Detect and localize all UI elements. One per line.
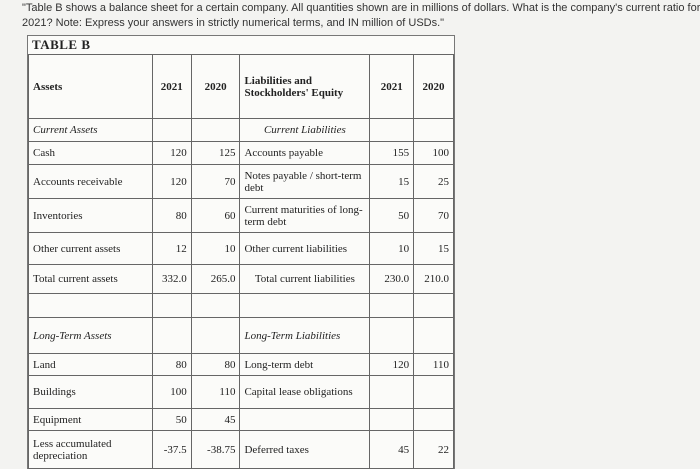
liability-2020 <box>414 376 454 409</box>
asset-2021: 80 <box>152 199 191 233</box>
liability-label: Accounts payable <box>240 142 370 165</box>
liability-2021 <box>370 409 414 431</box>
header-liab-2021: 2021 <box>370 55 414 119</box>
asset-label: Total current assets <box>29 265 153 294</box>
liability-2021: 45 <box>370 431 414 469</box>
liability-2020 <box>414 409 454 431</box>
asset-2020: 70 <box>191 165 240 199</box>
liability-2020: 15 <box>414 233 454 265</box>
asset-2021: 332.0 <box>152 265 191 294</box>
table-row-empty <box>29 294 454 318</box>
asset-2020 <box>191 318 240 354</box>
liability-label: Long-term debt <box>240 354 370 376</box>
asset-2021: -37.5 <box>152 431 191 469</box>
asset-2020: 45 <box>191 409 240 431</box>
question-line-2: 2021? Note: Express your answers in strictly numerical terms, and IN million of USDs." <box>22 17 445 29</box>
asset-2020 <box>191 294 240 318</box>
liability-2020: 210.0 <box>414 265 454 294</box>
liability-label <box>240 294 370 318</box>
asset-2021: 80 <box>152 354 191 376</box>
liability-2021: 120 <box>370 354 414 376</box>
liability-label: Current Liabilities <box>240 119 370 142</box>
liability-label: Current maturities of long-term debt <box>240 199 370 233</box>
liability-2021 <box>370 294 414 318</box>
asset-label: Equipment <box>29 409 153 431</box>
asset-2020: 10 <box>191 233 240 265</box>
table-row <box>29 165 454 199</box>
asset-label: Less accumulated depreciation <box>29 431 153 469</box>
asset-2021 <box>152 318 191 354</box>
asset-2020: 110 <box>191 376 240 409</box>
asset-2021 <box>152 294 191 318</box>
header-liab-2020: 2020 <box>414 55 454 119</box>
table-row <box>29 199 454 233</box>
liability-label: Deferred taxes <box>240 431 370 469</box>
table-row-total <box>29 265 454 294</box>
asset-2020: -38.75 <box>191 431 240 469</box>
table-row <box>29 119 454 142</box>
asset-2021: 100 <box>152 376 191 409</box>
liability-2021: 10 <box>370 233 414 265</box>
liability-label: Other current liabilities <box>240 233 370 265</box>
table-row <box>29 431 454 469</box>
liability-label: Total current liabilities <box>240 265 370 294</box>
table-row <box>29 318 454 354</box>
liability-2020: 70 <box>414 199 454 233</box>
asset-2021 <box>152 119 191 142</box>
asset-label: Other current assets <box>29 233 153 265</box>
asset-label: Buildings <box>29 376 153 409</box>
header-assets: Assets <box>29 55 153 119</box>
question-text <box>22 1 700 31</box>
liability-2020: 25 <box>414 165 454 199</box>
liability-2021: 15 <box>370 165 414 199</box>
asset-2020 <box>191 119 240 142</box>
asset-label: Cash <box>29 142 153 165</box>
liability-2020 <box>414 119 454 142</box>
asset-2020: 265.0 <box>191 265 240 294</box>
table-row <box>29 409 454 431</box>
asset-2021: 120 <box>152 142 191 165</box>
table-row <box>29 233 454 265</box>
liability-2020 <box>414 318 454 354</box>
asset-2021: 50 <box>152 409 191 431</box>
table-title: TABLE B <box>32 37 91 52</box>
liability-label: Notes payable / short-term debt <box>240 165 370 199</box>
asset-2020: 60 <box>191 199 240 233</box>
header-liabilities: Liabilities and Stockholders' Equity <box>240 55 370 119</box>
asset-label: Long-Term Assets <box>29 318 153 354</box>
asset-label <box>29 294 153 318</box>
liability-2020: 22 <box>414 431 454 469</box>
asset-label: Inventories <box>29 199 153 233</box>
asset-label: Accounts receivable <box>29 165 153 199</box>
balance-sheet-grid <box>28 54 454 469</box>
question-line-1: "Table B shows a balance sheet for a certain company. All quantities shown are in millions of dollars. What is the company's current ratio for <box>22 2 700 14</box>
liability-2021 <box>370 119 414 142</box>
liability-2021 <box>370 376 414 409</box>
asset-label: Current Assets <box>29 119 153 142</box>
asset-2020: 80 <box>191 354 240 376</box>
liability-2021: 230.0 <box>370 265 414 294</box>
asset-2021: 12 <box>152 233 191 265</box>
liability-label: Long-Term Liabilities <box>240 318 370 354</box>
liability-2021 <box>370 318 414 354</box>
liability-2021: 155 <box>370 142 414 165</box>
header-assets-2020: 2020 <box>191 55 240 119</box>
header-assets-2021: 2021 <box>152 55 191 119</box>
liability-2020: 110 <box>414 354 454 376</box>
header-row <box>29 55 454 119</box>
asset-label: Land <box>29 354 153 376</box>
liability-label: Capital lease obligations <box>240 376 370 409</box>
asset-2021: 120 <box>152 165 191 199</box>
liability-2021: 50 <box>370 199 414 233</box>
table-row <box>29 142 454 165</box>
asset-2020: 125 <box>191 142 240 165</box>
liability-label <box>240 409 370 431</box>
liability-2020 <box>414 294 454 318</box>
table-row <box>29 354 454 376</box>
balance-sheet-table-image <box>27 35 455 469</box>
table-row <box>29 376 454 409</box>
liability-2020: 100 <box>414 142 454 165</box>
